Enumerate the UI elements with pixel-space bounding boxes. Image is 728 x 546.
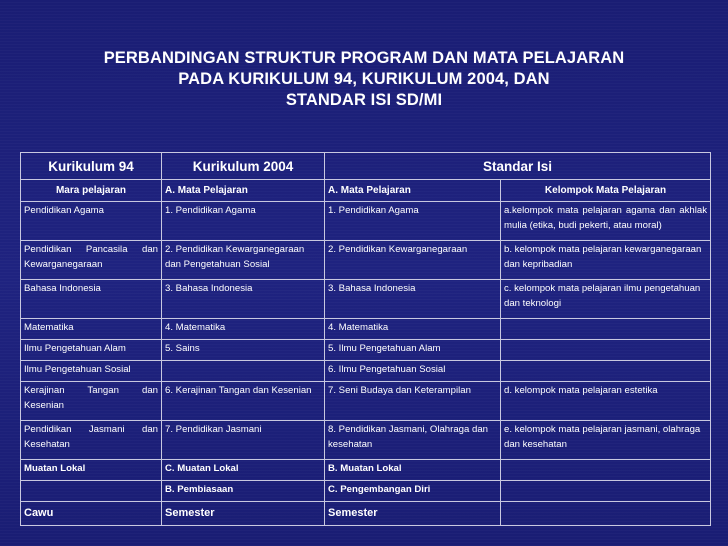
header-kurikulum-94: Kurikulum 94 (21, 153, 162, 180)
subheader-k94: Mara pelajaran (21, 180, 162, 202)
cell-kelompok: c. kelompok mata pelajaran ilmu pengetahuan dan teknologi (501, 280, 711, 319)
cell-k2004: C. Muatan Lokal (162, 460, 325, 481)
cell-si: 1. Pendidikan Agama (325, 202, 501, 241)
subheader-si-kelompok: Kelompok Mata Pelajaran (501, 180, 711, 202)
cell-k94: Cawu (21, 502, 162, 526)
table-row (21, 460, 711, 481)
cell-k2004: 4. Matematika (162, 319, 325, 340)
header-row (21, 153, 711, 180)
cell-si: C. Pengembangan Diri (325, 481, 501, 502)
cell-k2004: B. Pembiasaan (162, 481, 325, 502)
cell-kelompok (501, 481, 711, 502)
cell-k2004: Semester (162, 502, 325, 526)
title-line-3: STANDAR ISI SD/MI (285, 91, 443, 109)
table-row (21, 340, 711, 361)
table-row (21, 241, 711, 280)
cell-kelompok (501, 502, 711, 526)
cell-si: 2. Pendidikan Kewarganegaraan (325, 241, 501, 280)
table-row (21, 502, 711, 526)
cell-k94: Bahasa Indonesia (21, 280, 162, 319)
table-row (21, 382, 711, 421)
cell-k94: Matematika (21, 319, 162, 340)
cell-si: 8. Pendidikan Jasmani, Olahraga dan kesehatan (325, 421, 501, 460)
cell-k2004 (162, 361, 325, 382)
cell-k94: Ilmu Pengetahuan Sosial (21, 361, 162, 382)
cell-k2004: 3. Bahasa Indonesia (162, 280, 325, 319)
cell-k94: Kerajinan Tangan dan Kesenian (21, 382, 162, 421)
table-row (21, 280, 711, 319)
table-row (21, 319, 711, 340)
cell-k2004: 1. Pendidikan Agama (162, 202, 325, 241)
cell-si: 6. Ilmu Pengetahuan Sosial (325, 361, 501, 382)
cell-si: 4. Matematika (325, 319, 501, 340)
cell-kelompok (501, 460, 711, 481)
header-kurikulum-2004: Kurikulum 2004 (162, 153, 325, 180)
cell-si: 3. Bahasa Indonesia (325, 280, 501, 319)
subheader-k2004: A. Mata Pelajaran (162, 180, 325, 202)
table-row (21, 481, 711, 502)
cell-k2004: 6. Kerajinan Tangan dan Kesenian (162, 382, 325, 421)
subheader-si-mapel: A. Mata Pelajaran (325, 180, 501, 202)
cell-si: 7. Seni Budaya dan Keterampilan (325, 382, 501, 421)
comparison-table (20, 152, 711, 526)
cell-kelompok: d. kelompok mata pelajaran estetika (501, 382, 711, 421)
cell-si: B. Muatan Lokal (325, 460, 501, 481)
cell-kelompok (501, 361, 711, 382)
page-title (20, 48, 708, 111)
cell-k2004: 7. Pendidikan Jasmani (162, 421, 325, 460)
table-row (21, 361, 711, 382)
cell-kelompok: a.kelompok mata pelajaran agama dan akhlak mulia (etika, budi pekerti, atau moral) (501, 202, 711, 241)
header-standar-isi: Standar Isi (325, 153, 711, 180)
cell-si: 5. Ilmu Pengetahuan Alam (325, 340, 501, 361)
cell-k94: Pendidikan Jasmani dan Kesehatan (21, 421, 162, 460)
cell-kelompok: b. kelompok mata pelajaran kewarganegaraan dan kepribadian (501, 241, 711, 280)
cell-k94: Ilmu Pengetahuan Alam (21, 340, 162, 361)
table-row (21, 202, 711, 241)
cell-k94: Muatan Lokal (21, 460, 162, 481)
table-row (21, 421, 711, 460)
cell-kelompok: e. kelompok mata pelajaran jasmani, olahraga dan kesehatan (501, 421, 711, 460)
cell-kelompok (501, 319, 711, 340)
cell-si: Semester (325, 502, 501, 526)
cell-k2004: 5. Sains (162, 340, 325, 361)
subheader-row (21, 180, 711, 202)
title-line-2: PADA KURIKULUM 94, KURIKULUM 2004, DAN (178, 70, 550, 88)
cell-k94 (21, 481, 162, 502)
cell-k94: Pendidikan Pancasila dan Kewarganegaraan (21, 241, 162, 280)
cell-k2004: 2. Pendidikan Kewarganegaraan dan Pengetahuan Sosial (162, 241, 325, 280)
cell-kelompok (501, 340, 711, 361)
cell-k94: Pendidikan Agama (21, 202, 162, 241)
title-line-1: PERBANDINGAN STRUKTUR PROGRAM DAN MATA PELAJARAN (103, 49, 625, 67)
